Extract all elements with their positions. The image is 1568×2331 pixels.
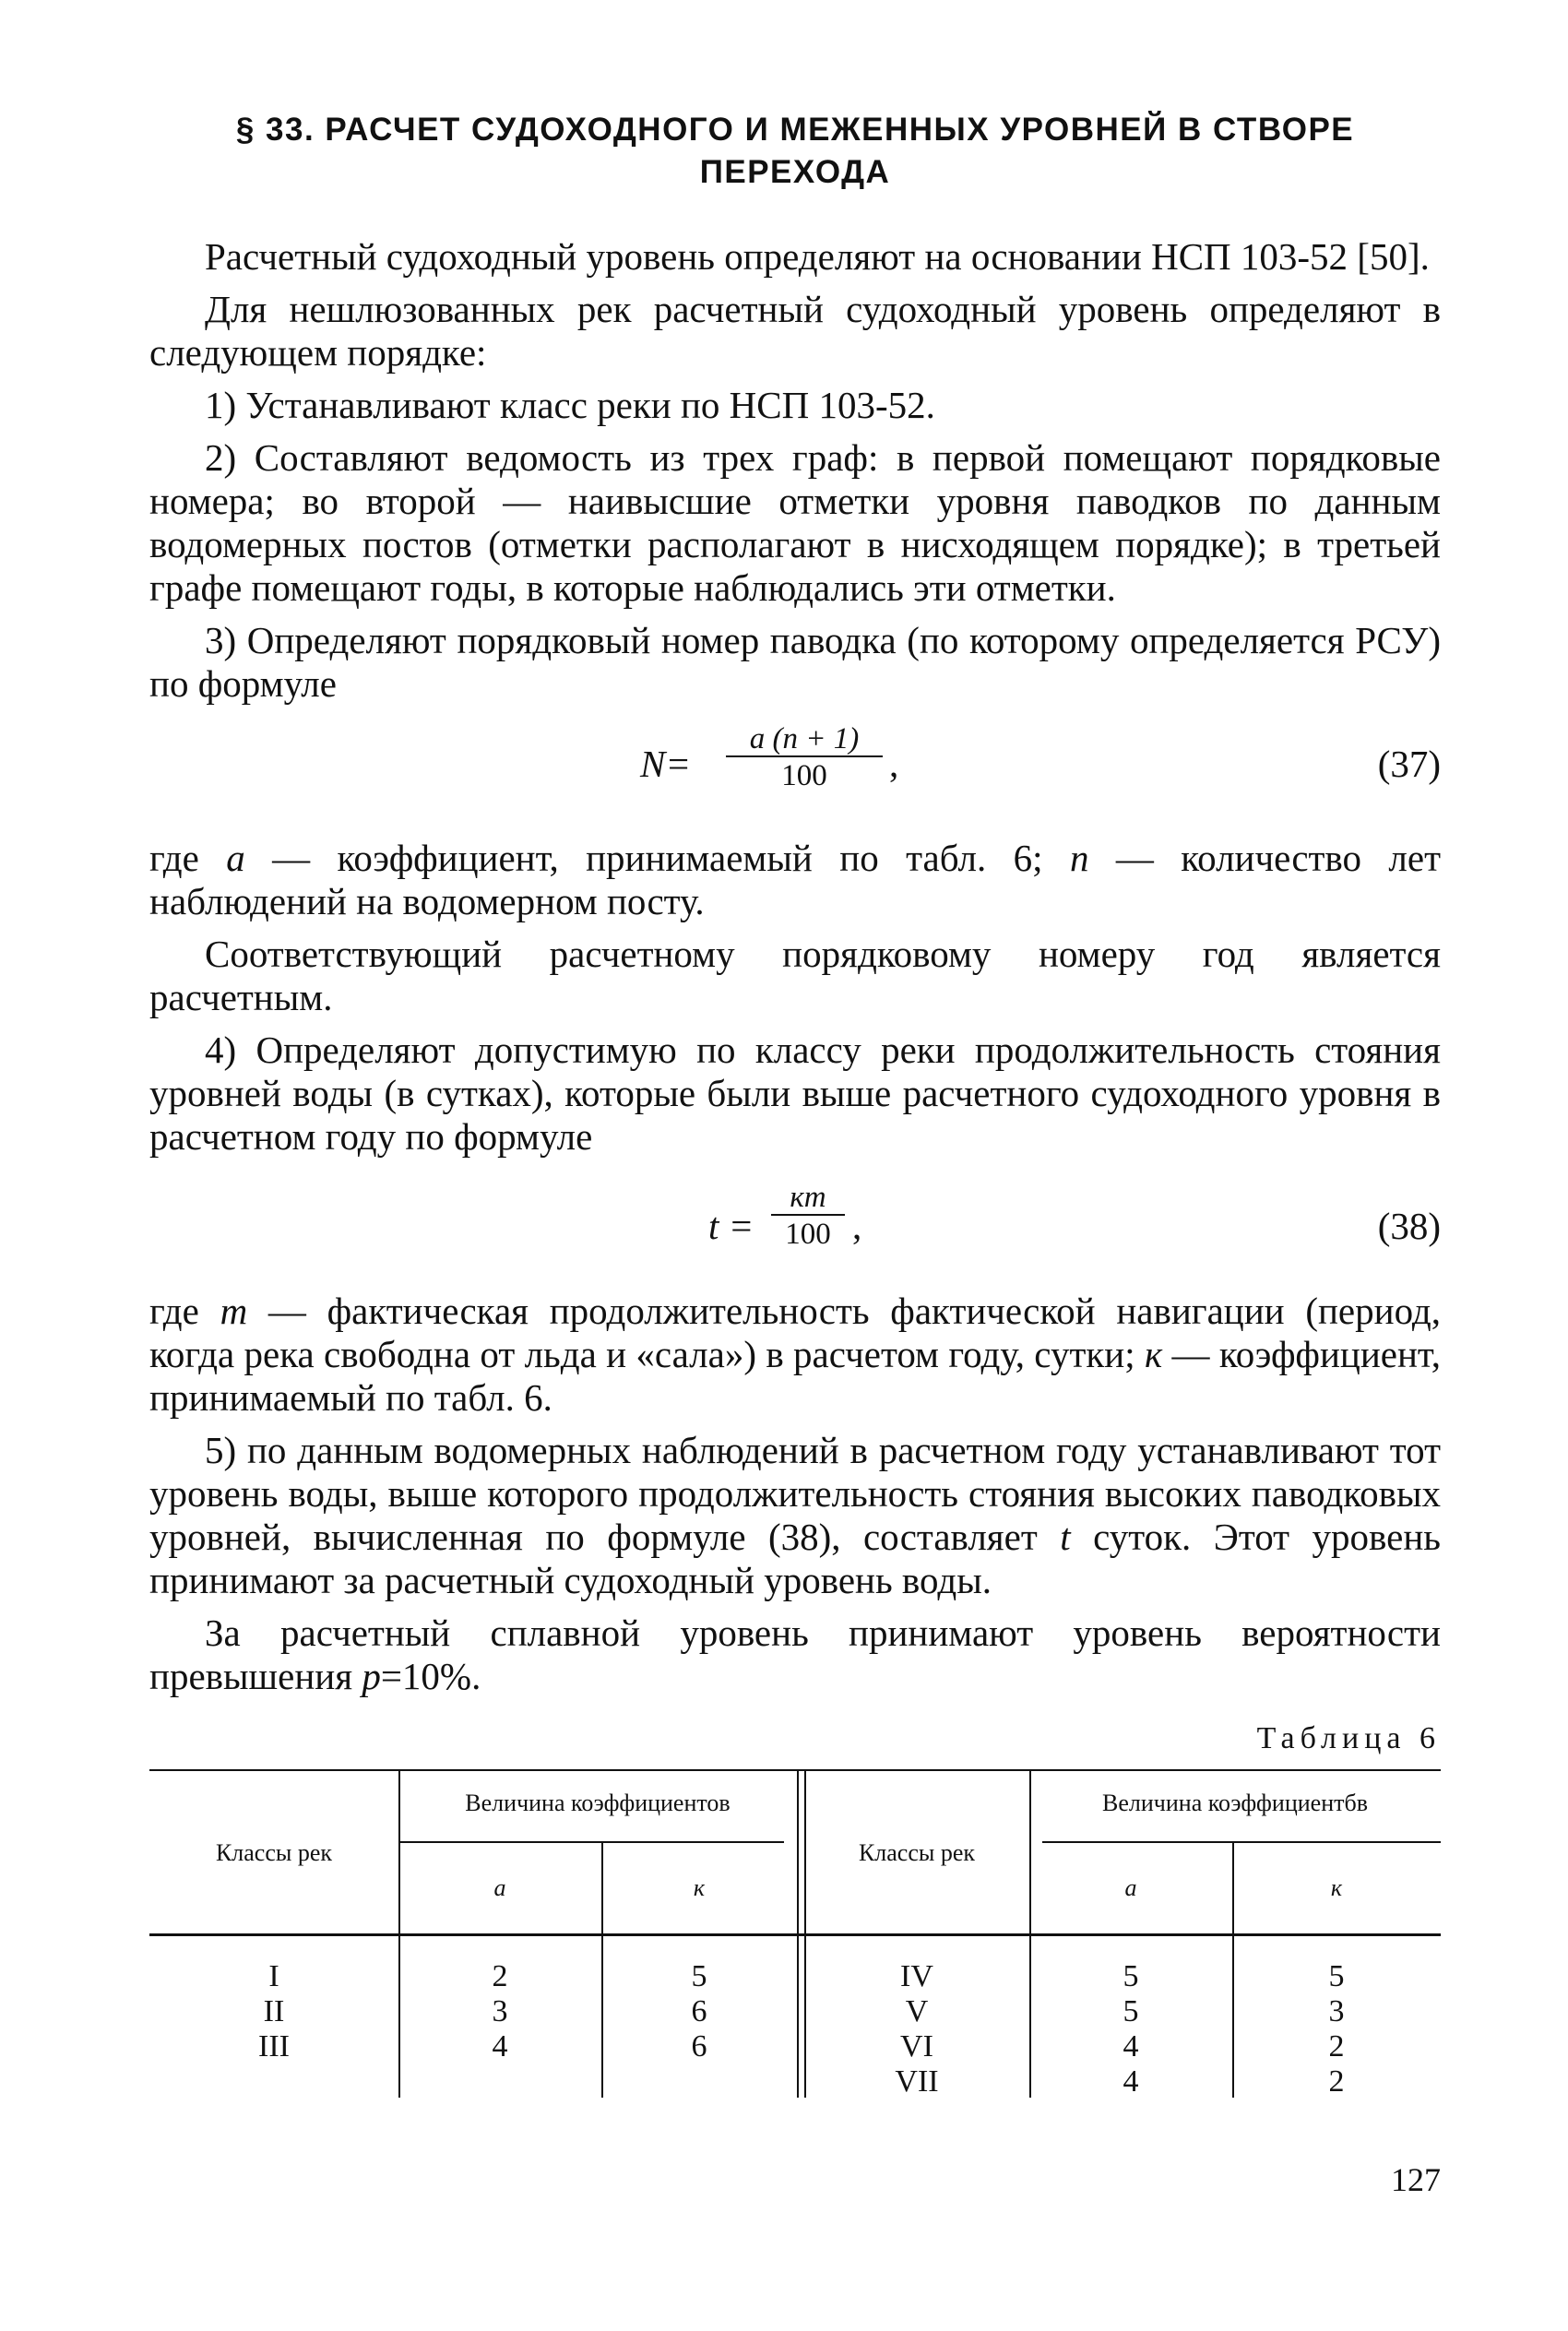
table-cell: II xyxy=(263,1994,285,2028)
paragraph-6 xyxy=(149,837,1441,923)
paragraph-10-text-a: 5) по данным водомерных наблюдений в расчетном году устанавливают тот уровень воды, выше которого продолжительность стояния высоких паводковых уровней, вычисленная по формуле (38), составляет xyxy=(149,1429,1441,1558)
left-subheader-rule xyxy=(398,1841,784,1843)
paragraph-3: 1) Устанавливают класс реки по НСП 103-52. xyxy=(205,384,935,426)
formula-37-denominator: 100 xyxy=(781,759,827,792)
header-a-right: a xyxy=(1124,1874,1137,1901)
header-k-left: к xyxy=(693,1874,706,1901)
formula-37-numerator: a (n + 1) xyxy=(726,722,883,757)
paragraph-9-text-e: — коэффициент, принимаемый по табл. 6. xyxy=(149,1333,1441,1419)
table-cell: 2 xyxy=(1328,2029,1345,2063)
table-top-rule xyxy=(149,1769,1441,1771)
paragraph-7: Соответствующий расчетному порядковому номеру год является расчетным. xyxy=(149,933,1441,1018)
symbol-n: n xyxy=(1069,837,1089,879)
formula-37-fraction xyxy=(726,722,883,794)
table-cell: I xyxy=(268,1959,279,1993)
paragraph-4: 2) Составляют ведомость из трех граф: в первой помещают порядковые номера; во второй — наивысшие отметки уровня паводков по данным водомерных постов (отметки располагают в нисходящем порядке); в третьей графе помещают годы, в которые наблюдались эти отметки. xyxy=(149,436,1441,609)
table-cell: 6 xyxy=(691,2029,707,2063)
symbol-p: p xyxy=(362,1655,381,1697)
paragraph-9 xyxy=(149,1290,1441,1420)
formula-38-numerator: кm xyxy=(771,1181,845,1216)
header-classes-right: Классы рек xyxy=(858,1839,976,1866)
header-coefficients-right: Величина коэффициентбв xyxy=(1102,1790,1368,1816)
symbol-k: к xyxy=(1144,1333,1163,1375)
formula-37-comma: , xyxy=(889,743,899,785)
paragraph-11-text-a: За расчетный сплавной уровень принимают уровень вероятности превышения xyxy=(149,1611,1441,1697)
formula-37-number: (37) xyxy=(1377,743,1441,785)
paragraph-2: Для нешлюзованных рек расчетный судоходный уровень определяют в следующем порядке: xyxy=(149,288,1441,374)
table-cell: IV xyxy=(900,1959,933,1993)
header-k-right: к xyxy=(1330,1874,1343,1901)
table-cell: 2 xyxy=(1328,2064,1345,2099)
coefficient-table xyxy=(149,1769,1441,2101)
symbol-a: a xyxy=(226,837,245,879)
table-cell: VII xyxy=(895,2064,939,2099)
table-cell: 4 xyxy=(1123,2029,1139,2063)
table-divider-3a xyxy=(797,1769,799,2098)
page-number: 127 xyxy=(1391,2161,1441,2198)
table-cell: III xyxy=(258,2029,290,2063)
table-cell: 5 xyxy=(1123,1994,1139,2028)
header-coefficients-left: Величина коэффициентов xyxy=(465,1790,731,1816)
table-cell: 3 xyxy=(1328,1994,1345,2028)
table-cell: 5 xyxy=(1123,1959,1139,1993)
paragraph-6-text-e: — количество лет наблюдений на водомерном посту. xyxy=(149,837,1441,922)
formula-38-number: (38) xyxy=(1377,1205,1441,1247)
formula-38 xyxy=(149,1168,1441,1278)
formula-37-lhs: N= xyxy=(640,743,692,785)
paragraph-10 xyxy=(149,1429,1441,1602)
header-a-left: a xyxy=(493,1874,506,1901)
formula-38-comma: , xyxy=(852,1205,862,1247)
table-cell: 5 xyxy=(1328,1959,1345,1993)
page xyxy=(149,0,1441,2331)
paragraph-9-text-c: — фактическая продолжительность фактической навигации (период, когда река свободна от льда и «сала») в расчетом году, сутки; xyxy=(149,1290,1441,1375)
symbol-m: m xyxy=(220,1290,248,1332)
paragraph-11 xyxy=(149,1611,1441,1698)
table-cell: 2 xyxy=(492,1959,508,1993)
table-cell: 6 xyxy=(691,1994,707,2028)
table-caption: Таблица 6 xyxy=(1256,1721,1441,1755)
table-cell: 5 xyxy=(691,1959,707,1993)
right-subheader-rule xyxy=(1042,1841,1441,1843)
table-cell: 4 xyxy=(1123,2064,1139,2099)
body-text xyxy=(149,235,1441,1707)
paragraph-1: Расчетный судоходный уровень определяют на основании НСП 103-52 [50]. xyxy=(205,235,1430,278)
paragraph-10-text-c: суток. Этот уровень принимают за расчетный судоходный уровень воды. xyxy=(149,1516,1441,1601)
paragraph-5: 3) Определяют порядковый номер паводка (по которому определяется РСУ) по формуле xyxy=(149,619,1441,705)
paragraph-6-text-a: где xyxy=(149,837,227,879)
table-cell: VI xyxy=(900,2029,933,2063)
symbol-t: t xyxy=(1060,1516,1071,1558)
formula-38-denominator: 100 xyxy=(785,1218,831,1251)
paragraph-9-text-a: где xyxy=(149,1290,220,1332)
header-classes-left: Классы рек xyxy=(215,1839,333,1866)
table-cell: 4 xyxy=(492,2029,508,2063)
table-header-rule xyxy=(149,1933,1441,1936)
paragraph-6-text-c: — коэффициент, принимаемый по табл. 6; xyxy=(244,837,1070,879)
formula-38-lhs: t = xyxy=(708,1205,754,1247)
formula-37 xyxy=(149,715,1441,826)
formula-38-fraction xyxy=(771,1181,845,1253)
table-cell: V xyxy=(905,1994,929,2028)
table-cell: 3 xyxy=(492,1994,508,2028)
section-heading: § 33. РАСЧЕТ СУДОХОДНОГО И МЕЖЕННЫХ УРОВНЕЙ В СТВОРЕ ПЕРЕХОДА xyxy=(235,112,1355,190)
paragraph-11-text-c: =10%. xyxy=(380,1655,481,1697)
paragraph-8: 4) Определяют допустимую по классу реки продолжительность стояния уровней воды (в сутках), которые были выше расчетного судоходного уровня в расчетном году по формуле xyxy=(149,1029,1441,1158)
